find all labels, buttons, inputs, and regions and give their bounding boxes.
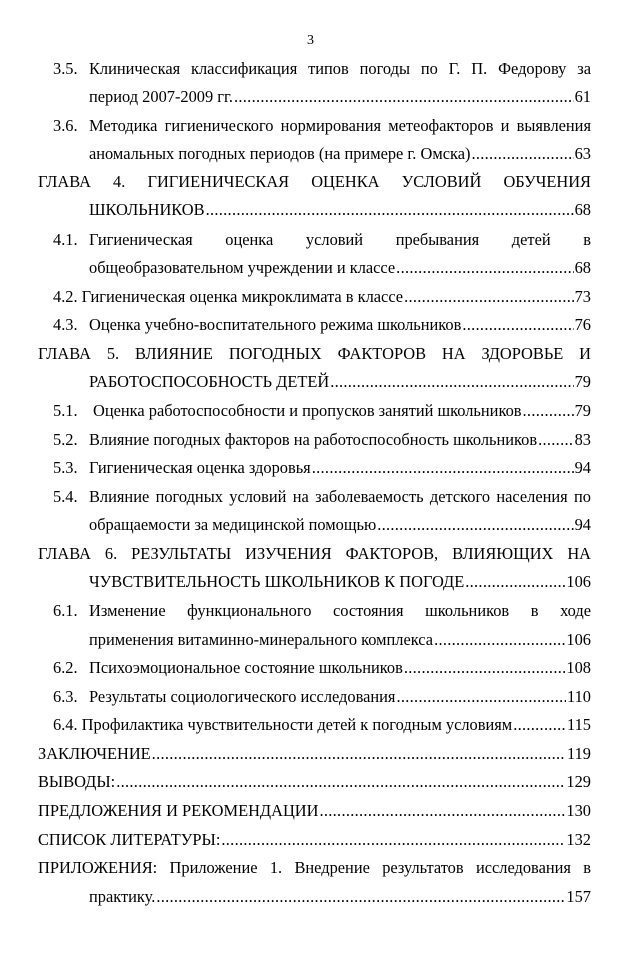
toc-page-number: 106 bbox=[566, 572, 591, 591]
toc-entry-5-1: 5.1. Оценка работоспособности и пропусков занятий школьников . . . 79 bbox=[53, 400, 591, 422]
toc-entry-3-5-line-1: 3.5. Клиническая классификация типов погоды по Г. П. Федорову за bbox=[53, 59, 591, 78]
toc-findings: ВЫВОДЫ: . . . 129 bbox=[38, 771, 591, 793]
toc-entry-5-4-line-2: обращаемости за медицинской помощью . . . 94 bbox=[89, 514, 591, 536]
toc-page-number: 157 bbox=[566, 887, 591, 906]
toc-page-number: 94 bbox=[574, 458, 591, 477]
toc-entry-5-4-line-1: 5.4. Влияние погодных условий на заболеваемость детского населения по bbox=[53, 487, 591, 506]
toc-chapter-5-line-2: РАБОТОСПОСОБНОСТЬ ДЕТЕЙ . . . 79 bbox=[89, 371, 591, 393]
toc-entry-3-5-line-2: период 2007-2009 гг. . . . 61 bbox=[89, 86, 591, 108]
toc-appendices-line-2: практику. . . . 157 bbox=[89, 886, 591, 908]
toc-entry-6-3: 6.3. Результаты социологического исследования . . . 110 bbox=[53, 686, 591, 708]
toc-page-number: 110 bbox=[567, 687, 591, 706]
toc-page-number: 129 bbox=[566, 772, 591, 791]
toc-page-number: 83 bbox=[574, 430, 591, 449]
toc-page-number: 68 bbox=[574, 258, 591, 277]
toc-page-number: 130 bbox=[566, 801, 591, 820]
toc-page-number: 63 bbox=[574, 144, 591, 163]
toc-conclusion: ЗАКЛЮЧЕНИЕ . . . 119 bbox=[38, 743, 591, 765]
toc-page-number: 61 bbox=[574, 87, 591, 106]
toc-chapter-5-line-1: ГЛАВА 5. ВЛИЯНИЕ ПОГОДНЫХ ФАКТОРОВ НА ЗДОРОВЬЕ И bbox=[38, 344, 591, 363]
toc-entry-4-2: 4.2. Гигиеническая оценка микроклимата в классе . . . 73 bbox=[53, 286, 591, 308]
toc-entry-6-1-line-2: применения витаминно-минерального комплекса . . . 106 bbox=[89, 629, 591, 651]
toc-page-number: 68 bbox=[574, 200, 591, 219]
toc-page-number: 108 bbox=[566, 658, 591, 677]
toc-proposals: ПРЕДЛОЖЕНИЯ И РЕКОМЕНДАЦИИ . . . 130 bbox=[38, 800, 591, 822]
toc-entry-5-2: 5.2. Влияние погодных факторов на работоспособность школьников . . . 83 bbox=[53, 429, 591, 451]
toc-chapter-6-line-2: ЧУВСТВИТЕЛЬНОСТЬ ШКОЛЬНИКОВ К ПОГОДЕ . . . 106 bbox=[89, 571, 591, 593]
toc-entry-6-1-line-1: 6.1. Изменение функционального состояния школьников в ходе bbox=[53, 601, 591, 620]
toc-chapter-6-line-1: ГЛАВА 6. РЕЗУЛЬТАТЫ ИЗУЧЕНИЯ ФАКТОРОВ, ВЛИЯЮЩИХ НА bbox=[38, 544, 591, 563]
toc-chapter-4-line-1: ГЛАВА 4. ГИГИЕНИЧЕСКАЯ ОЦЕНКА УСЛОВИЙ ОБУЧЕНИЯ bbox=[38, 172, 591, 191]
toc-appendices-line-1: ПРИЛОЖЕНИЯ: Приложение 1. Внедрение результатов исследования в bbox=[38, 858, 591, 877]
toc-page-number: 115 bbox=[567, 715, 591, 734]
toc-chapter-4-line-2: ШКОЛЬНИКОВ . . . 68 bbox=[89, 199, 591, 221]
toc-entry-5-3: 5.3. Гигиеническая оценка здоровья . . . 94 bbox=[53, 457, 591, 479]
toc-entry-3-6-line-1: 3.6. Методика гигиенического нормирования метеофакторов и выявления bbox=[53, 116, 591, 135]
toc-page-number: 79 bbox=[574, 372, 591, 391]
toc-entry-6-2: 6.2. Психоэмоциональное состояние школьников . . . 108 bbox=[53, 657, 591, 679]
toc-page-number: 76 bbox=[574, 315, 591, 334]
toc-entry-3-6-line-2: аномальных погодных периодов (на примере г. Омска) . . . 63 bbox=[89, 143, 591, 165]
toc-page-number: 79 bbox=[574, 401, 591, 420]
toc-bibliography: СПИСОК ЛИТЕРАТУРЫ: . . . 132 bbox=[38, 829, 591, 851]
page-number: 3 bbox=[307, 33, 314, 48]
toc-page-number: 119 bbox=[567, 744, 591, 763]
toc-page-number: 132 bbox=[566, 830, 591, 849]
toc-page-number: 94 bbox=[574, 515, 591, 534]
toc-entry-6-4: 6.4. Профилактика чувствительности детей к погодным условиям . . . 115 bbox=[53, 714, 591, 736]
toc-entry-4-1-line-1: 4.1. Гигиеническая оценка условий пребывания детей в bbox=[53, 230, 591, 249]
toc-entry-4-1-line-2: общеобразовательном учреждении и классе . . . 68 bbox=[89, 257, 591, 279]
toc-page-number: 106 bbox=[566, 630, 591, 649]
toc-page-number: 73 bbox=[574, 287, 591, 306]
toc-entry-4-3: 4.3. Оценка учебно-воспитательного режима школьников . . . 76 bbox=[53, 314, 591, 336]
